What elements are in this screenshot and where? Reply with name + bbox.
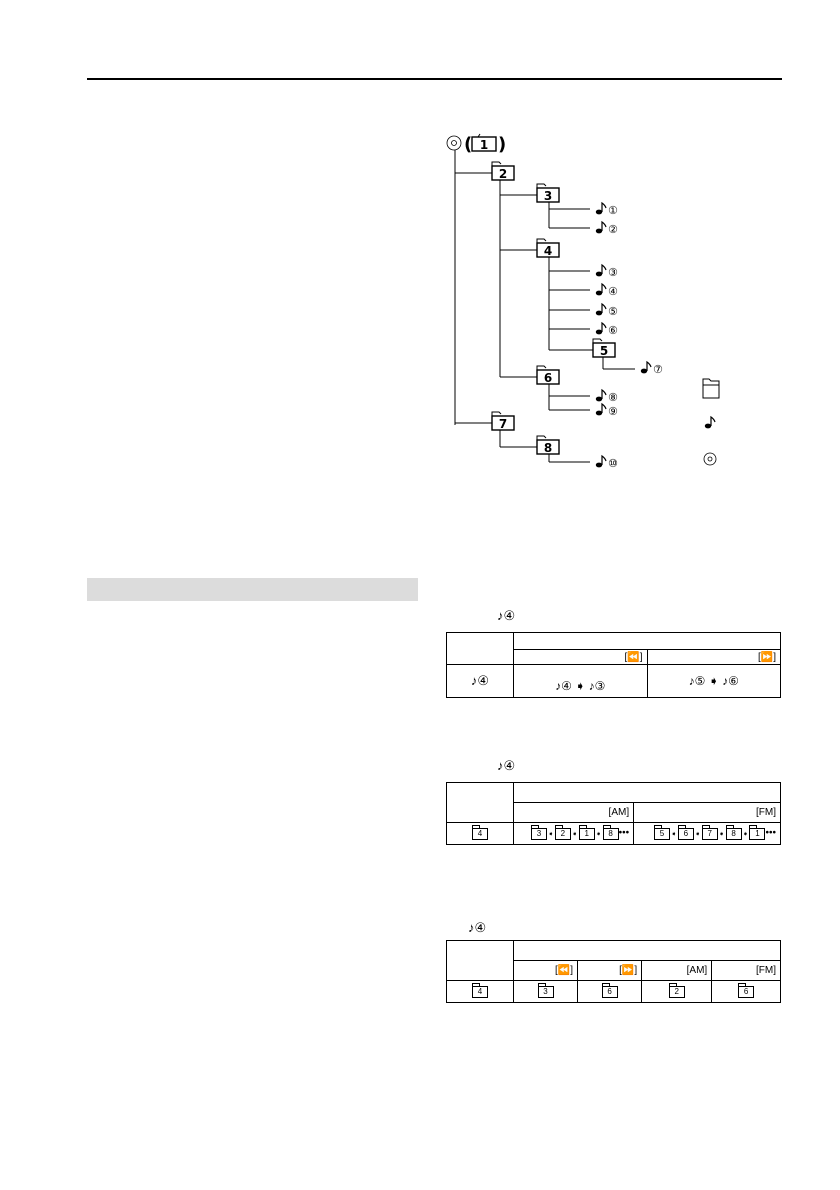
track-5 xyxy=(596,304,618,318)
folder-icon: 5 xyxy=(654,828,670,840)
table2-row-label xyxy=(447,823,514,845)
ellipsis: ••• xyxy=(765,828,776,840)
arrow-icon: ➧ xyxy=(670,830,677,838)
folder-label: 5 xyxy=(599,344,609,358)
folder-icon: 8 xyxy=(726,828,742,840)
folder-7 xyxy=(492,412,514,431)
folder-label: 6 xyxy=(543,371,553,385)
track-2 xyxy=(596,222,618,236)
table2-head-fm: [FM] xyxy=(634,803,781,823)
table3-head-fm: [FM] xyxy=(712,961,781,981)
track-number: ⑧ xyxy=(608,391,618,404)
folder-8 xyxy=(537,436,559,455)
track-number: ⑤ xyxy=(608,305,618,318)
folder-icon: 6 xyxy=(678,828,694,840)
music-note-icon xyxy=(596,222,606,233)
folder-icon: 1 xyxy=(749,828,765,840)
table3-row-label xyxy=(447,981,514,1003)
track-8 xyxy=(596,390,618,404)
folder-5 xyxy=(593,339,615,358)
table3-cell-next xyxy=(578,981,642,1003)
table1-head-next: [⏩] xyxy=(647,650,781,665)
table3-head-next: [⏩] xyxy=(578,961,642,981)
folder-icon: 8 xyxy=(603,828,619,840)
folder-nodes xyxy=(492,162,615,455)
folder-icon: 2 xyxy=(669,986,685,998)
folder-2 xyxy=(492,162,514,181)
track-9 xyxy=(596,404,618,418)
track-3 xyxy=(596,265,618,279)
top-rule xyxy=(87,78,782,80)
table1-cell-next: ♪⑤ ➧ ♪⑥ xyxy=(647,665,781,698)
folder-1-label: 1 xyxy=(479,138,489,152)
table1-ref: ♪④ xyxy=(497,608,516,623)
track-number: ① xyxy=(608,204,618,217)
track-6 xyxy=(596,323,618,337)
track-number: ⑦ xyxy=(653,363,663,376)
section-heading-bar xyxy=(87,578,418,601)
folder-icon: 4 xyxy=(472,828,488,840)
svg-text:): ) xyxy=(498,134,507,155)
table3-head-am: [AM] xyxy=(642,961,712,981)
track-number: ⑥ xyxy=(608,324,618,337)
track-1 xyxy=(596,203,618,217)
table3-head-prev: [⏪] xyxy=(514,961,578,981)
table1 xyxy=(446,632,781,698)
folder-icon: 3 xyxy=(531,828,547,840)
arrow-icon: ➧ xyxy=(595,830,602,838)
table2-ref: ♪④ xyxy=(497,758,516,773)
folder-4 xyxy=(537,239,559,258)
track-7 xyxy=(641,362,663,376)
table3-header xyxy=(514,941,781,961)
folder-icon: 4 xyxy=(472,986,488,998)
track-number: ⑨ xyxy=(608,405,618,418)
legend xyxy=(703,379,719,465)
table2 xyxy=(446,782,781,845)
arrow-icon: ➧ xyxy=(547,830,554,838)
folder-icon: 2 xyxy=(555,828,571,840)
arrow-icon: ➧ xyxy=(742,830,749,838)
table2-seq-am xyxy=(514,823,634,845)
track-number: ④ xyxy=(608,285,618,298)
legend-music-note-icon xyxy=(705,417,715,428)
folder-icon: 3 xyxy=(538,986,554,998)
folder-3 xyxy=(537,184,559,203)
music-note-icon xyxy=(596,390,606,401)
table2-seq-fm xyxy=(634,823,781,845)
track-number: ③ xyxy=(608,266,618,279)
music-note-icon xyxy=(596,284,606,295)
folder-label: 3 xyxy=(543,189,553,203)
legend-folder-icon xyxy=(703,379,719,398)
folder-label: 2 xyxy=(498,167,508,181)
table1-head-prev: [⏪] xyxy=(514,650,648,665)
table3 xyxy=(446,940,781,1003)
table3-corner xyxy=(447,941,514,981)
music-note-icon xyxy=(596,265,606,276)
table2-head-am: [AM] xyxy=(514,803,634,823)
music-note-icon xyxy=(596,456,606,467)
music-note-icon xyxy=(596,304,606,315)
folder-tree-diagram xyxy=(440,125,740,475)
table1-header xyxy=(514,633,781,650)
arrow-icon: ➧ xyxy=(718,830,725,838)
music-note-icon xyxy=(596,404,606,415)
track-nodes xyxy=(596,203,663,470)
arrow-icon: ➧ xyxy=(694,830,701,838)
track-10 xyxy=(596,456,618,470)
folder-label: 7 xyxy=(498,417,508,431)
track-number: ⑩ xyxy=(608,457,618,470)
disc-icon xyxy=(447,136,461,150)
table3-ref: ♪④ xyxy=(468,920,487,935)
ellipsis: ••• xyxy=(618,828,630,840)
table3-cell-am xyxy=(642,981,712,1003)
music-note-icon xyxy=(596,323,606,334)
track-4 xyxy=(596,284,618,298)
folder-icon: 7 xyxy=(702,828,718,840)
table1-corner xyxy=(447,633,514,665)
table2-header xyxy=(514,783,781,803)
svg-text:(: ( xyxy=(464,134,473,155)
folder-icon: 6 xyxy=(602,986,618,998)
legend-disc-icon xyxy=(704,453,716,465)
folder-icon: 6 xyxy=(738,986,754,998)
folder-label: 8 xyxy=(543,441,553,455)
folder-icon: 1 xyxy=(579,828,595,840)
music-note-icon xyxy=(596,203,606,214)
music-note-icon xyxy=(641,362,651,373)
table2-corner xyxy=(447,783,514,823)
folder-label: 4 xyxy=(543,244,553,258)
folder-6 xyxy=(537,366,559,385)
arrow-icon: ➧ xyxy=(571,830,578,838)
root-folder xyxy=(472,134,496,152)
table3-cell-prev xyxy=(514,981,578,1003)
table3-cell-fm xyxy=(712,981,781,1003)
track-number: ② xyxy=(608,223,618,236)
table1-cell-prev: ♪④ ➧ ♪③ xyxy=(514,665,648,698)
table1-row-label: ♪④ xyxy=(447,665,514,698)
